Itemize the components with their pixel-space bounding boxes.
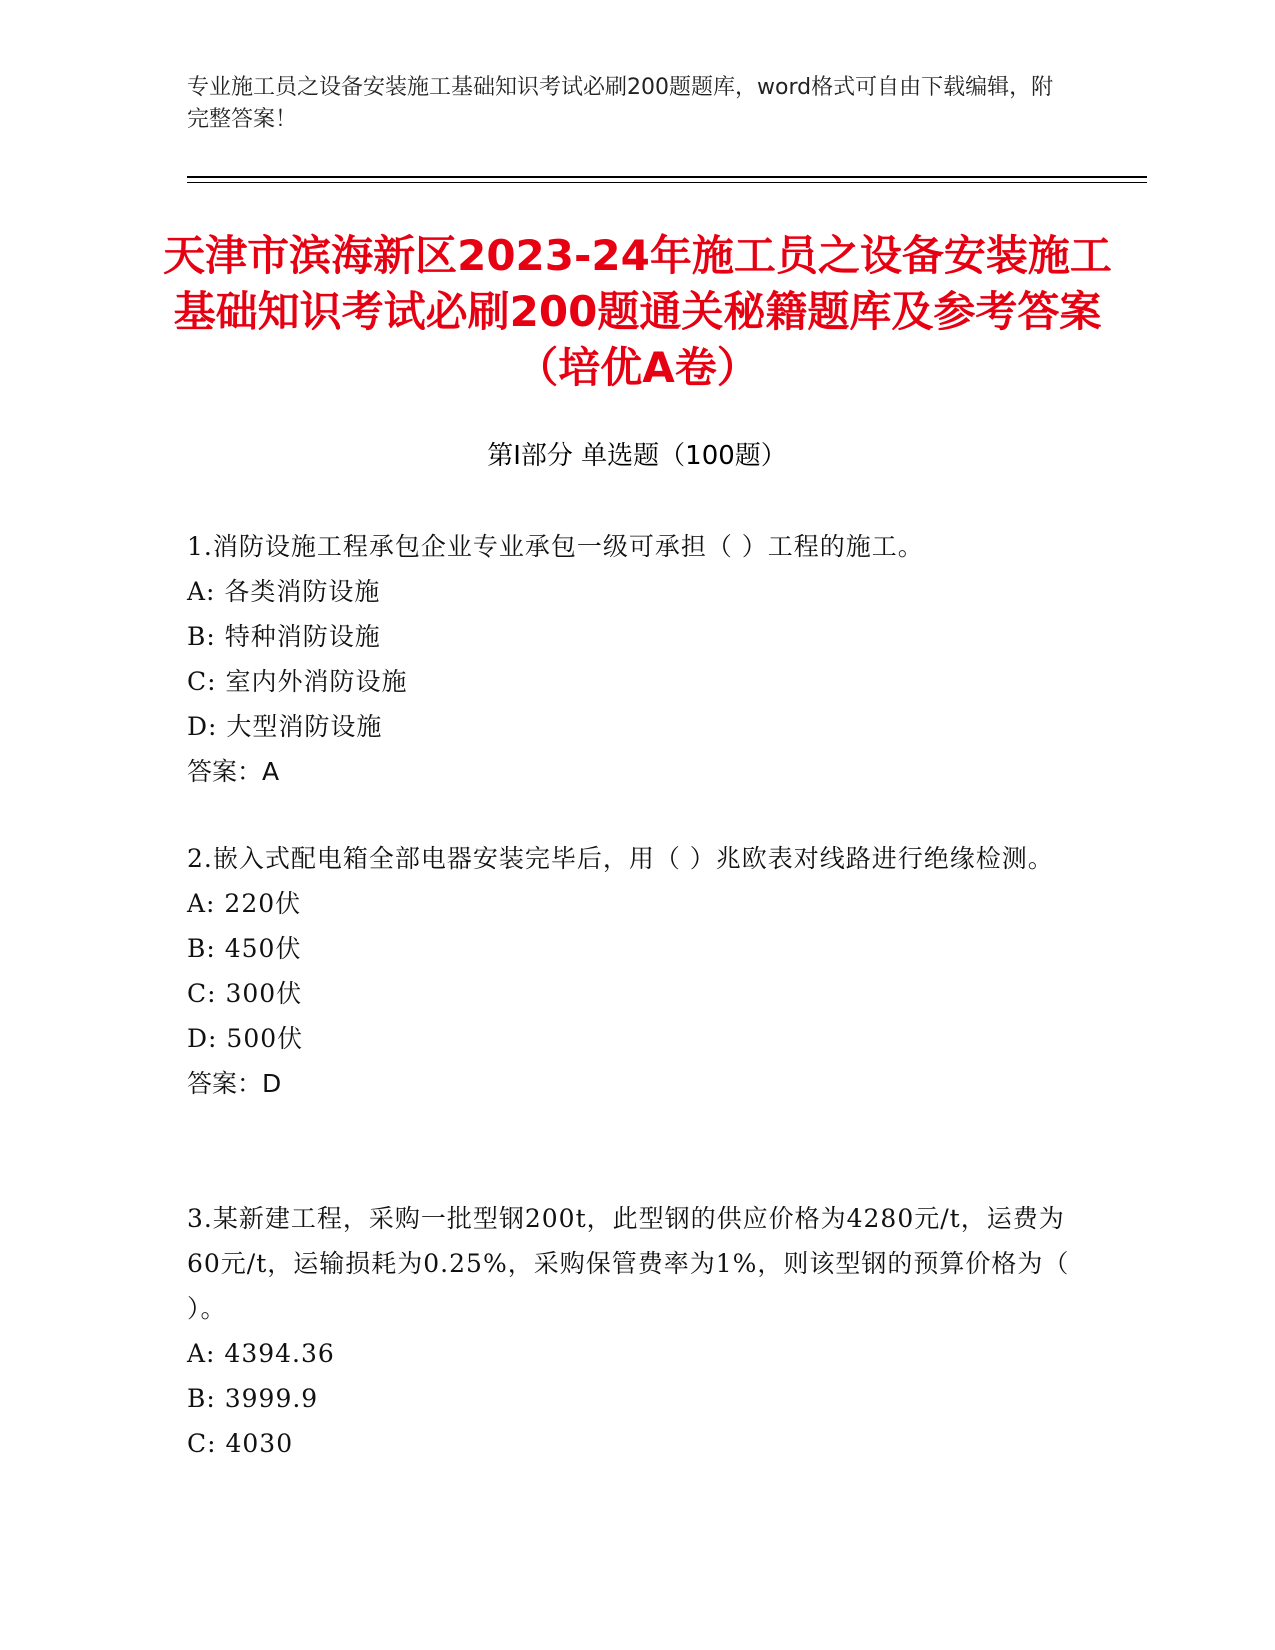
option-c: C: 室内外消防设施: [187, 667, 408, 696]
option-b: B: 450伏: [187, 934, 302, 963]
header-divider-thin: [187, 182, 1147, 183]
option-c: C: 4030: [187, 1429, 294, 1458]
answer: 答案：A: [187, 757, 280, 786]
option-b: B: 3999.9: [187, 1384, 319, 1413]
question-stem: 3.某新建工程，采购一批型钢200t，此型钢的供应价格为4280元/t，运费为60元/t，运输损耗为0.25%，采购保管费率为1%，则该型钢的预算价格为（ ）。: [187, 1204, 1070, 1323]
section-title: 第Ⅰ部分 单选题（100题）: [487, 441, 787, 471]
answer: 答案：D: [187, 1069, 282, 1098]
question-3: [187, 1196, 1087, 1466]
option-c: C: 300伏: [187, 979, 303, 1008]
option-a: A: 4394.36: [187, 1339, 335, 1368]
option-a: A: 各类消防设施: [187, 577, 381, 606]
option-a: A: 220伏: [187, 889, 302, 918]
header-divider: [187, 176, 1147, 178]
header-note: 专业施工员之设备安装施工基础知识考试必刷200题题库，word格式可自由下载编辑，附完整答案！: [187, 75, 1054, 132]
option-d: D: 大型消防设施: [187, 712, 383, 741]
question-stem: 2.嵌入式配电箱全部电器安装完毕后，用（ ）兆欧表对线路进行绝缘检测。: [187, 844, 1054, 873]
question-stem: 1.消防设施工程承包企业专业承包一级可承担（ ）工程的施工。: [187, 532, 924, 561]
document-title: 天津市滨海新区2023-24年施工员之设备安装施工基础知识考试必刷200题通关秘籍题库及参考答案（培优A卷）: [163, 231, 1112, 392]
question-2: [187, 836, 1087, 1106]
option-b: B: 特种消防设施: [187, 622, 381, 651]
option-d: D: 500伏: [187, 1024, 304, 1053]
question-1: [187, 524, 1087, 794]
